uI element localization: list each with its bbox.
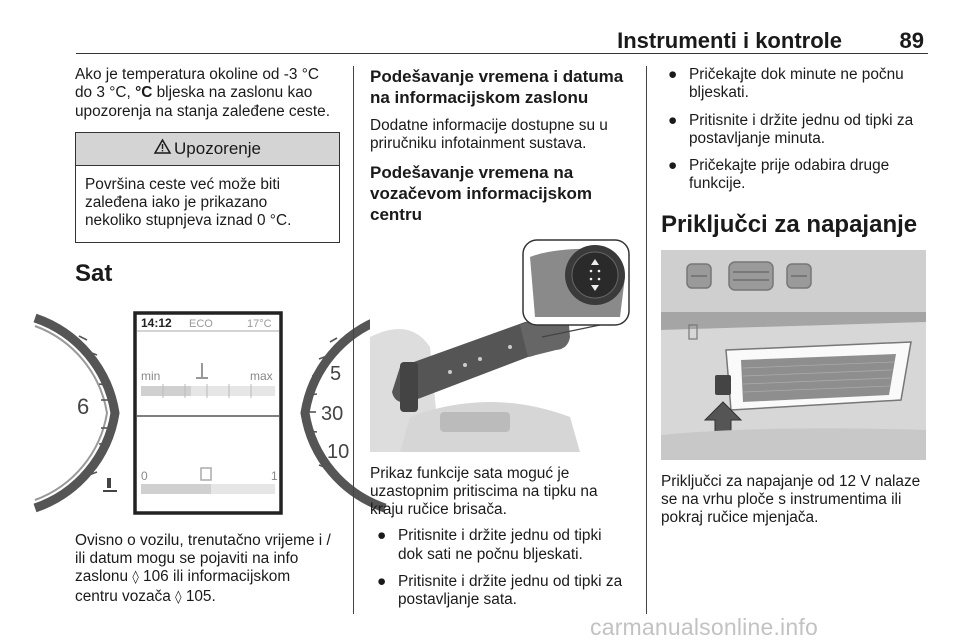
intro-line: Ako je temperatura okoline od -3 °C (75, 66, 319, 83)
list-item: ● Pričekajte dok minute ne počnu bljeskati. (668, 66, 904, 102)
warning-text: nekoliko stupnjeva iznad 0 °C. (85, 212, 292, 230)
heading-set-time-driver-info-centre: Podešavanje vremena na vozačevom informacijskom centru (370, 162, 593, 224)
list-item: ● Pritisnite i držite jednu od tipki za postavljanje minuta. (668, 111, 914, 147)
display-scale-start: 0 (141, 468, 148, 483)
column-right (661, 66, 929, 528)
intro-line: upozorenja na stanja zaleđene ceste. (75, 102, 330, 120)
gauge-right-number: 30 (321, 402, 344, 425)
clock-text: Ovisno o vozilu, trenutačno vrijeme i / (75, 531, 331, 549)
intro-line: bljeska na zaslonu kao (152, 84, 313, 102)
chapter-title: Instrumenti i kontrole (617, 28, 842, 53)
clock-text: ili datum mogu se pojaviti na info (75, 550, 299, 568)
warning-text: zaleđena iako je prikazano (85, 194, 268, 212)
clock-text: centru vozača (75, 587, 176, 605)
display-time: 14:12 (141, 315, 172, 330)
heading-set-time-date-info-display: Podešavanje vremena i datuma na informacijskom zaslonu (370, 67, 624, 107)
warning-box (75, 132, 340, 243)
list-item: ● Pritisnite i držite jednu od tipki dok sati ne počnu bljeskati. (377, 527, 602, 563)
warning-header (76, 133, 339, 166)
display-scale-end: 1 (271, 468, 278, 483)
warning-text: Površina ceste već može biti (85, 175, 281, 193)
watermark: carmanualsonline.info (590, 614, 818, 640)
info-display-page-link[interactable]: 106 ili informacijskom (143, 568, 291, 586)
infotainment-paragraph: Dodatne informacije dostupne su u priručniku infotainment sustava. (370, 117, 608, 153)
intro-paragraph (75, 66, 340, 121)
warning-title: Upozorenje (174, 138, 261, 158)
celsius-flash-symbol: °C (135, 84, 153, 102)
driver-info-centre-page-link[interactable]: 105. (185, 587, 216, 605)
bullet-icon: ● (377, 573, 387, 591)
column-divider (353, 66, 354, 614)
display-temp: 17°C (247, 317, 272, 330)
section-title-power-outlets: Priključci za napajanje (661, 210, 918, 238)
display-max-label: max (250, 368, 273, 383)
display-mode: ECO (189, 317, 213, 330)
bullet-icon: ● (668, 157, 678, 175)
bullet-list (661, 66, 929, 194)
warning-body (76, 166, 339, 242)
power-outlet-paragraph: Priključci za napajanje od 12 V nalaze se na vrhu ploče s instrumentima ili pokraj ručice mjenjača. (661, 472, 921, 527)
page-ref-icon: ◊ (175, 589, 182, 605)
clock-text: zaslonu (75, 568, 133, 586)
section-title-sat: Sat (75, 259, 113, 287)
list-item: ● Pritisnite i držite jednu od tipki za postavljanje sata. (377, 573, 623, 609)
display-min-label: min (141, 368, 161, 383)
gauge-right-number: 10 (327, 440, 350, 463)
wiper-lever-figure (370, 237, 635, 452)
gauge-left-number: 6 (77, 393, 90, 419)
page-ref-icon: ◊ (132, 570, 139, 586)
clock-function-paragraph: Prikaz funkcije sata moguć je uzastopnim pritiscima na tipku na kraju ručice brisača. (370, 464, 598, 519)
page-number: 89 (899, 28, 924, 53)
column-middle (370, 66, 635, 619)
power-outlet-figure (661, 250, 926, 460)
warning-triangle-icon (154, 139, 171, 159)
clock-paragraph (75, 532, 340, 607)
instrument-cluster-figure (75, 308, 350, 518)
gauge-right-number: 5 (330, 362, 342, 385)
column-left (75, 66, 350, 607)
bullet-icon: ● (668, 66, 678, 83)
list-item: ● Pričekajte prije odabira druge funkcije. (668, 157, 890, 193)
column-divider (646, 66, 647, 614)
bullet-list (370, 527, 635, 609)
bullet-icon: ● (377, 527, 387, 545)
page-header (76, 26, 928, 54)
bullet-icon: ● (668, 111, 678, 129)
intro-line: do 3 °C, (75, 84, 136, 102)
